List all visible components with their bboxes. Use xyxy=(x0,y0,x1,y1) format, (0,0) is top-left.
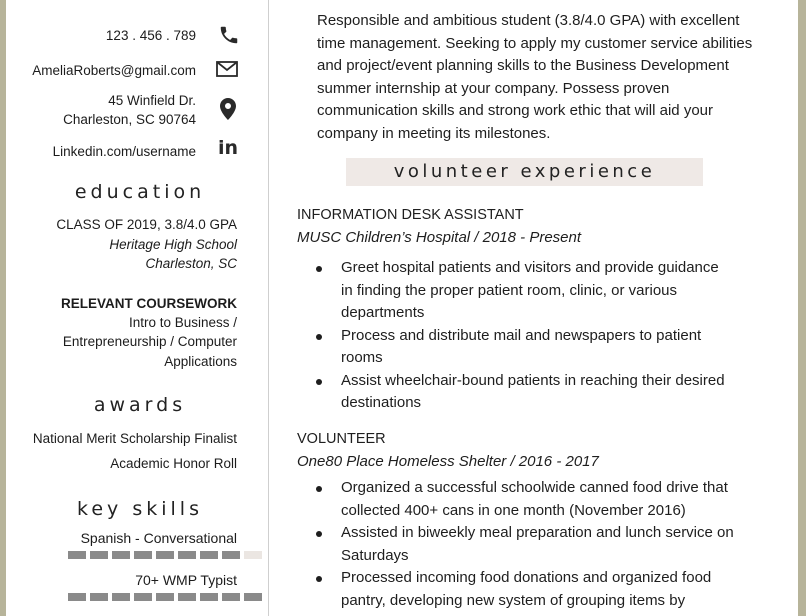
summary-line: communication skills and strong work ethic that will aid your xyxy=(317,102,713,119)
bullet-line: destinations xyxy=(341,394,422,411)
job-entry xyxy=(297,204,777,415)
skills-heading: key skills xyxy=(77,498,203,520)
bullet-line: in finding the proper patient room, clinic, or various xyxy=(341,281,678,299)
bullet-line: Organized a successful schoolwide canned food drive that xyxy=(341,479,728,496)
email-text: AmeliaRoberts@gmail.com xyxy=(32,63,196,78)
bullet-line: Greet hospital patients and visitors and provide guidance xyxy=(341,259,719,276)
skill-segment-filled xyxy=(112,551,130,559)
skill-segment-filled xyxy=(200,593,218,601)
job-bullets xyxy=(297,257,777,415)
skill-segment-filled xyxy=(68,551,86,559)
education-school: Heritage High School xyxy=(109,237,237,252)
skill-segment-filled xyxy=(90,593,108,601)
skill-segment-filled xyxy=(134,593,152,601)
skill-segment-filled xyxy=(68,593,86,601)
awards-heading: awards xyxy=(93,394,187,416)
bullet-line: Process and distribute mail and newspapers to patient xyxy=(341,326,702,344)
skill-segment-filled xyxy=(200,551,218,559)
bullet-item xyxy=(297,257,777,325)
summary-line: and project/event planning skills to the Business Development xyxy=(317,57,729,74)
bullet-line: pantry, developing new system of grouping items by xyxy=(341,591,686,609)
summary-line: summer internship at your company. Possess proven xyxy=(317,79,670,97)
job-title: INFORMATION DESK ASSISTANT xyxy=(297,207,524,223)
skill-segment-filled xyxy=(134,551,152,559)
skill-segment-filled xyxy=(222,593,240,601)
location-pin-icon xyxy=(219,97,237,121)
bullet-item xyxy=(297,522,777,567)
education-location: Charleston, SC xyxy=(145,256,237,271)
skill-segment-filled xyxy=(222,551,240,559)
bullet-line: collected 400+ cans in one month (November 2016) xyxy=(341,501,686,519)
skill-segment-filled xyxy=(244,593,262,601)
education-class-line: CLASS OF 2019, 3.8/4.0 GPA xyxy=(56,217,237,232)
skill-segment-filled xyxy=(156,551,174,559)
bullet-line: Saturdays xyxy=(341,546,409,564)
skill-level-bar xyxy=(68,593,262,601)
skill-label: 70+ WMP Typist xyxy=(135,572,237,588)
bullet-item xyxy=(297,567,777,612)
coursework-line1: Intro to Business / xyxy=(128,315,237,330)
skill-level-bar xyxy=(68,551,262,559)
phone-icon xyxy=(218,24,240,46)
resume-page xyxy=(6,0,798,616)
bullet-line: Assisted in biweekly meal preparation and lunch service on xyxy=(341,524,734,541)
bullet-line: rooms xyxy=(341,349,383,366)
award-item: Academic Honor Roll xyxy=(110,456,237,471)
award-item: National Merit Scholarship Finalist xyxy=(32,431,237,446)
linkedin-icon: in xyxy=(218,137,239,159)
bullet-item xyxy=(297,370,777,415)
job-entry xyxy=(297,428,777,612)
coursework-line3: Applications xyxy=(164,354,237,369)
column-divider xyxy=(268,0,269,616)
coursework-label: RELEVANT COURSEWORK xyxy=(60,296,237,311)
summary-line: time management. Seeking to apply my customer service abilities xyxy=(317,34,753,52)
coursework-line2: Entrepreneurship / Computer xyxy=(62,334,237,349)
job-title: VOLUNTEER xyxy=(297,431,386,447)
bullet-line: departments xyxy=(341,304,425,321)
bullet-item xyxy=(297,325,777,370)
summary-line: Responsible and ambitious student (3.8/4.0 GPA) with excellent xyxy=(317,12,740,29)
job-org: One80 Place Homeless Shelter / 2016 - 2017 xyxy=(297,452,599,470)
phone-text: 123 . 456 . 789 xyxy=(105,28,196,43)
address-line1: 45 Winfield Dr. xyxy=(108,93,196,108)
bullet-item xyxy=(297,477,777,522)
education-heading: education xyxy=(74,181,206,203)
volunteer-heading: volunteer experience xyxy=(346,158,703,186)
skill-label: Spanish - Conversational xyxy=(80,530,237,546)
skill-segment-filled xyxy=(178,551,196,559)
bullet-line: Assist wheelchair-bound patients in reaching their desired xyxy=(341,371,725,389)
address-line2: Charleston, SC 90764 xyxy=(63,112,196,127)
job-org: MUSC Children’s Hospital / 2018 - Present xyxy=(297,228,582,246)
skill-segment-filled xyxy=(178,593,196,601)
skill-segment-empty xyxy=(244,551,262,559)
summary xyxy=(317,10,787,145)
skill-segment-filled xyxy=(156,593,174,601)
job-bullets xyxy=(297,477,777,612)
linkedin-text[interactable]: Linkedin.com/username xyxy=(52,144,196,159)
skill-segment-filled xyxy=(112,593,130,601)
summary-line: company in meeting its milestones. xyxy=(317,124,551,142)
skill-segment-filled xyxy=(90,551,108,559)
bullet-line: Processed incoming food donations and organized food xyxy=(341,569,712,586)
envelope-icon xyxy=(216,60,238,78)
